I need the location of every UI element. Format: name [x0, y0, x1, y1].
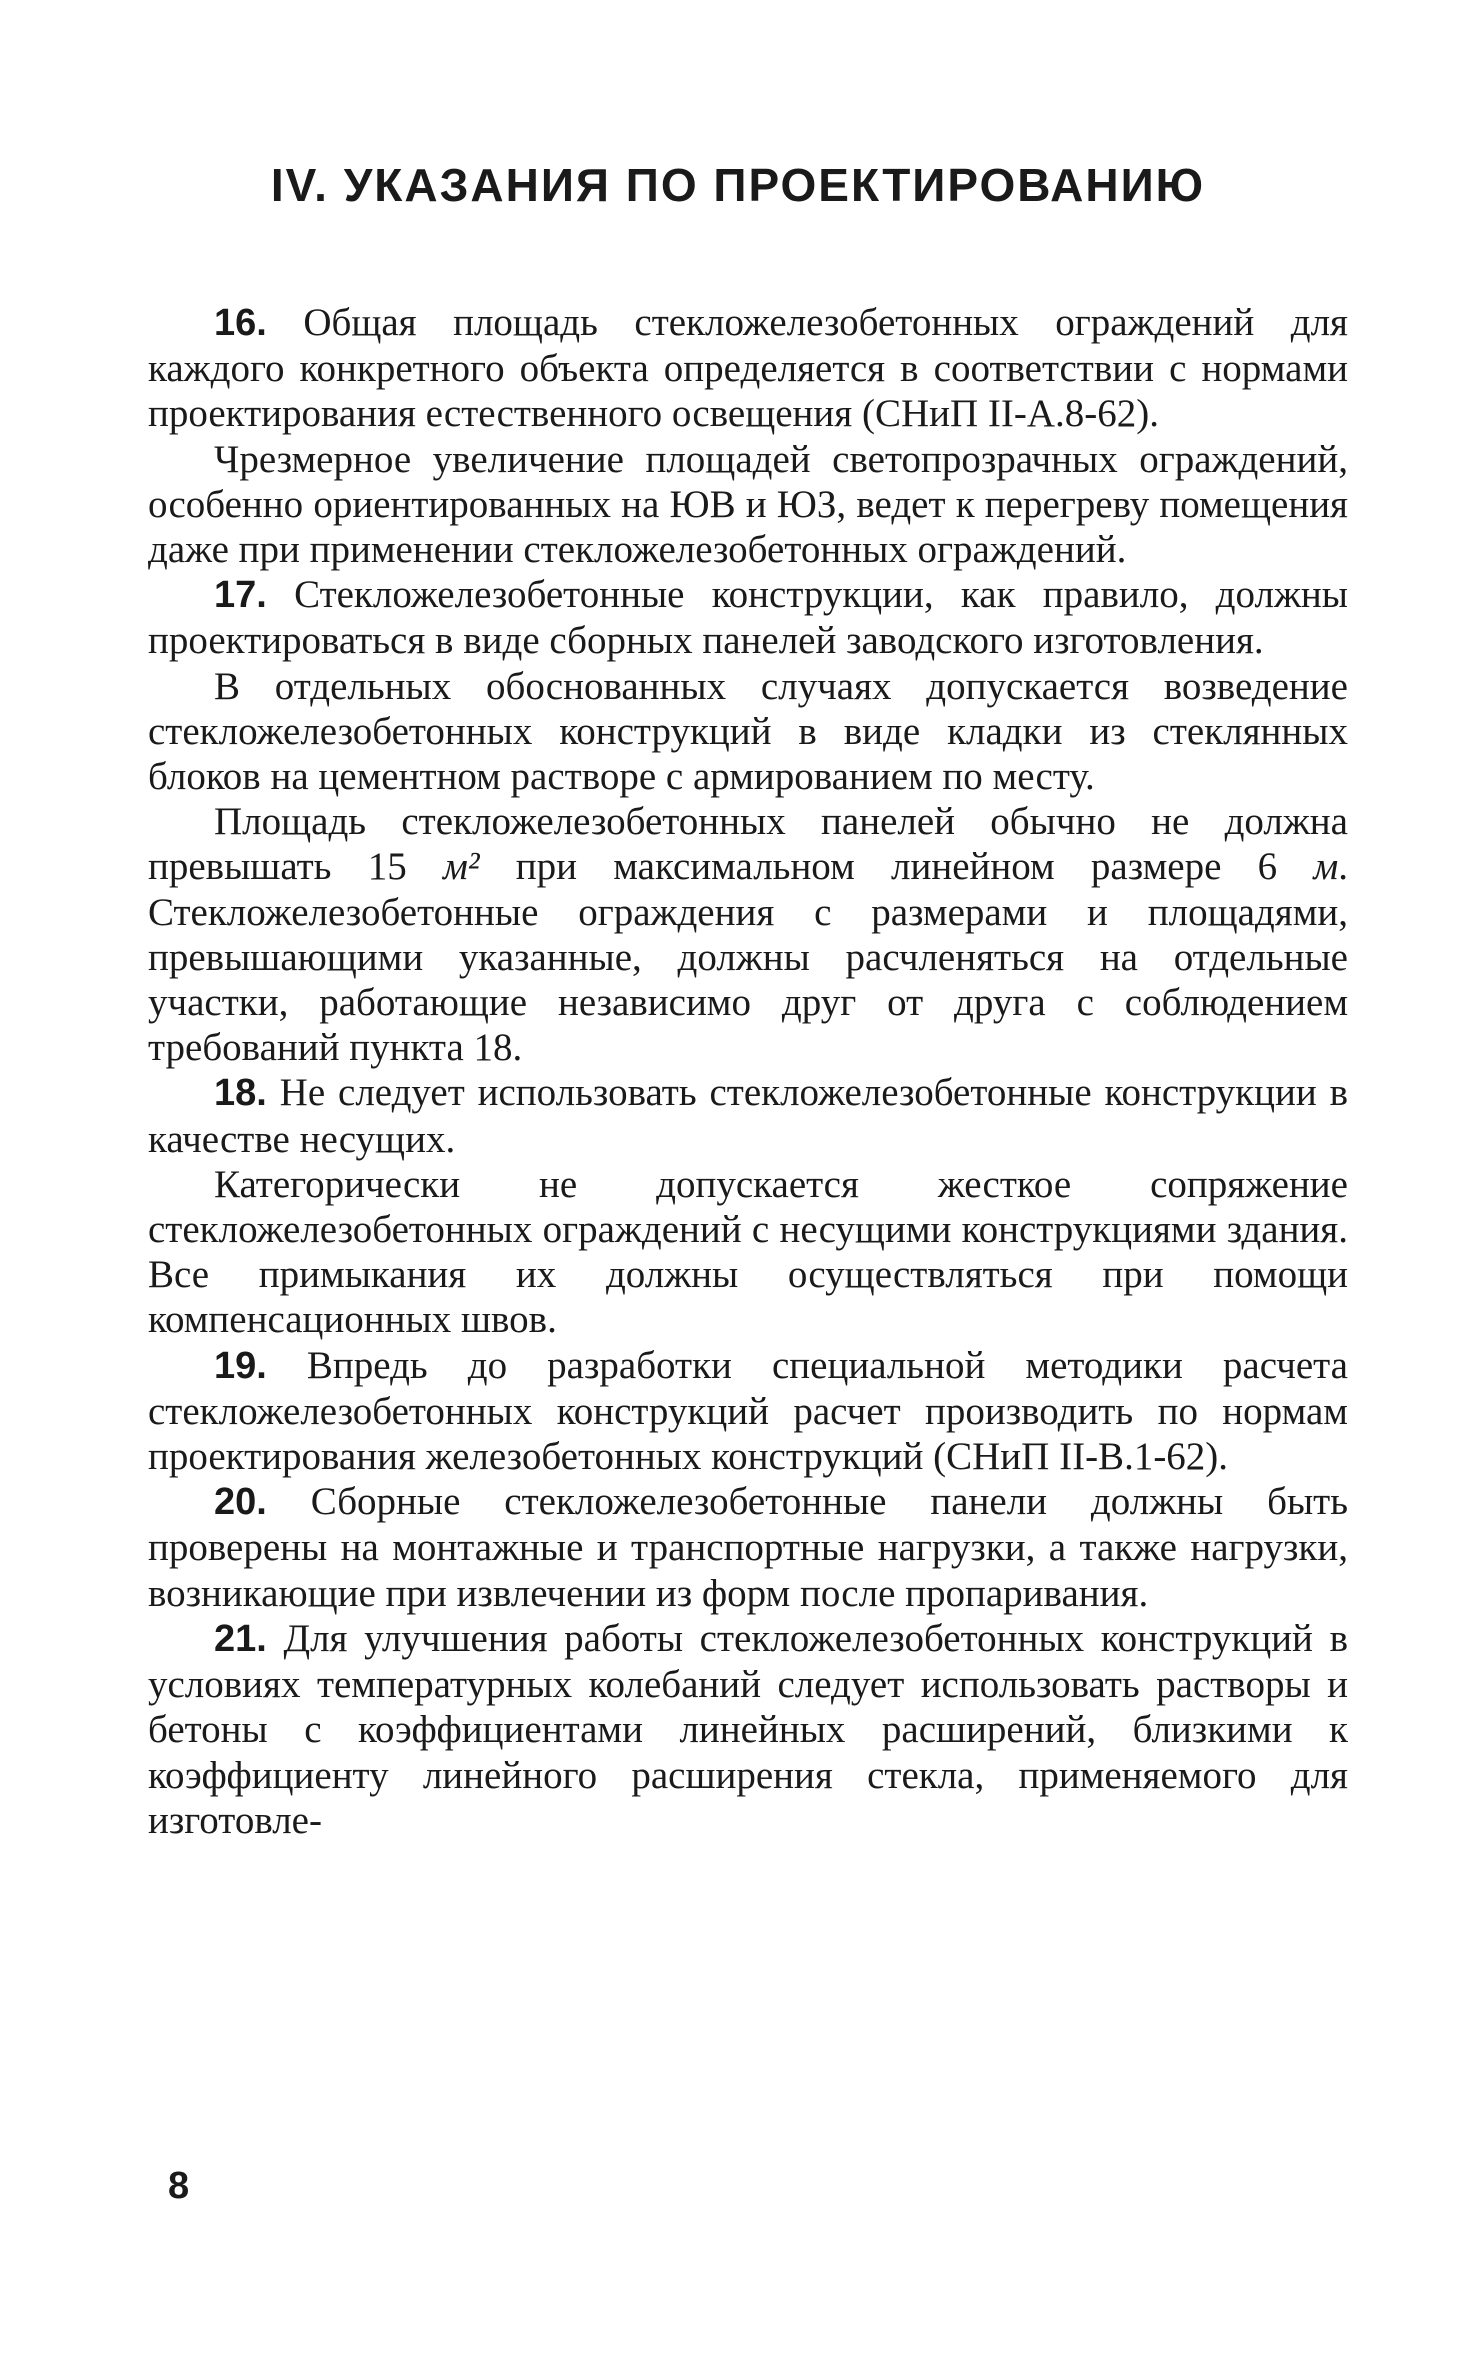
section-title: IV. УКАЗАНИЯ ПО ПРОЕКТИРОВАНИЮ [270, 159, 1206, 211]
paragraph-text: Не следует использовать стекложелезобетонные конструкции в качестве несущих. [148, 1071, 1348, 1161]
unit-square-meter: м² [442, 845, 480, 889]
paragraph-text: Сборные стекложелезобетонные панели должны быть проверены на монтажные и транспортные нагрузки, а также нагрузки, возникающие при извлечении из форм после пропаривания. [148, 1480, 1348, 1615]
paragraph-text: Категорически не допускается жесткое сопряжение стекложелезобетонных ограждений с несущими конструкциями здания. Все примыкания их должны осуществляться при помощи компенсационных швов. [148, 1162, 1348, 1342]
item-number: 21. [214, 1617, 267, 1660]
body-text [148, 300, 1348, 1843]
item-number: 16. [214, 302, 267, 344]
paragraph-text: В отдельных обоснованных случаях допускается возведение стекложелезобетонных конструкций в виде кладки из стеклянных блоков на цементном растворе с армированием по месту. [148, 664, 1348, 799]
item-number: 20. [214, 1481, 267, 1524]
paragraph-text: Стекложелезобетонные конструкции, как правило, должны проектироваться в виде сборных панелей заводского изготовления. [148, 573, 1348, 663]
paragraph-18-continued [148, 1162, 1348, 1343]
item-number: 17. [214, 574, 267, 617]
page-number: 8 [168, 2165, 190, 2207]
paragraph-16-continued [148, 437, 1348, 573]
paragraph-text-part1: Площадь стекложелезобетонных панелей обычно не должна превышать 15 [148, 800, 1348, 889]
paragraph-text: Впредь до разработки специальной методики расчета стекложелезобетонных конструкций расчет производить по нормам проектирования железобетонных конструкций (СНиП II-В.1-62). [148, 1343, 1348, 1479]
unit-meter: м [1313, 845, 1339, 889]
paragraph-20 [148, 1479, 1348, 1616]
paragraph-19 [148, 1343, 1348, 1480]
item-number: 19. [214, 1344, 267, 1387]
paragraph-text: Чрезмерное увеличение площадей светопрозрачных ограждений, особенно ориентированных на ЮВ и ЮЗ, ведет к перегреву помещения даже при применении стекложелезобетонных ограждений. [148, 437, 1348, 572]
paragraph-text-part3: . Стекложелезобетонные ограждения с размерами и площадями, превышающими указанные, должны расчленяться на отдельные участки, работающие независимо друг от друга с соблюдением требований пункта 18. [148, 845, 1348, 1070]
paragraph-text: Для улучшения работы стекложелезобетонных конструкций в условиях температурных колебаний следует использовать растворы и бетоны с коэффициентами линейных расширений, близкими к коэффициенту линейного расширения стекла, применяемого для изготовле- [148, 1616, 1348, 1842]
item-number: 18. [214, 1072, 267, 1115]
paragraph-18 [148, 1070, 1348, 1161]
paragraph-17 [148, 572, 1348, 663]
paragraph-text-part2: при максимальном линейном размере 6 [479, 845, 1314, 889]
paragraph-17-continued-1 [148, 664, 1348, 800]
paragraph-16 [148, 300, 1348, 437]
paragraph-17-continued-2 [148, 799, 1348, 1070]
paragraph-21 [148, 1616, 1348, 1843]
paragraph-text: Общая площадь стекложелезобетонных ограждений для каждого конкретного объекта определяется в соответствии с нормами проектирования естественного освещения (СНиП II-А.8-62). [148, 301, 1348, 436]
